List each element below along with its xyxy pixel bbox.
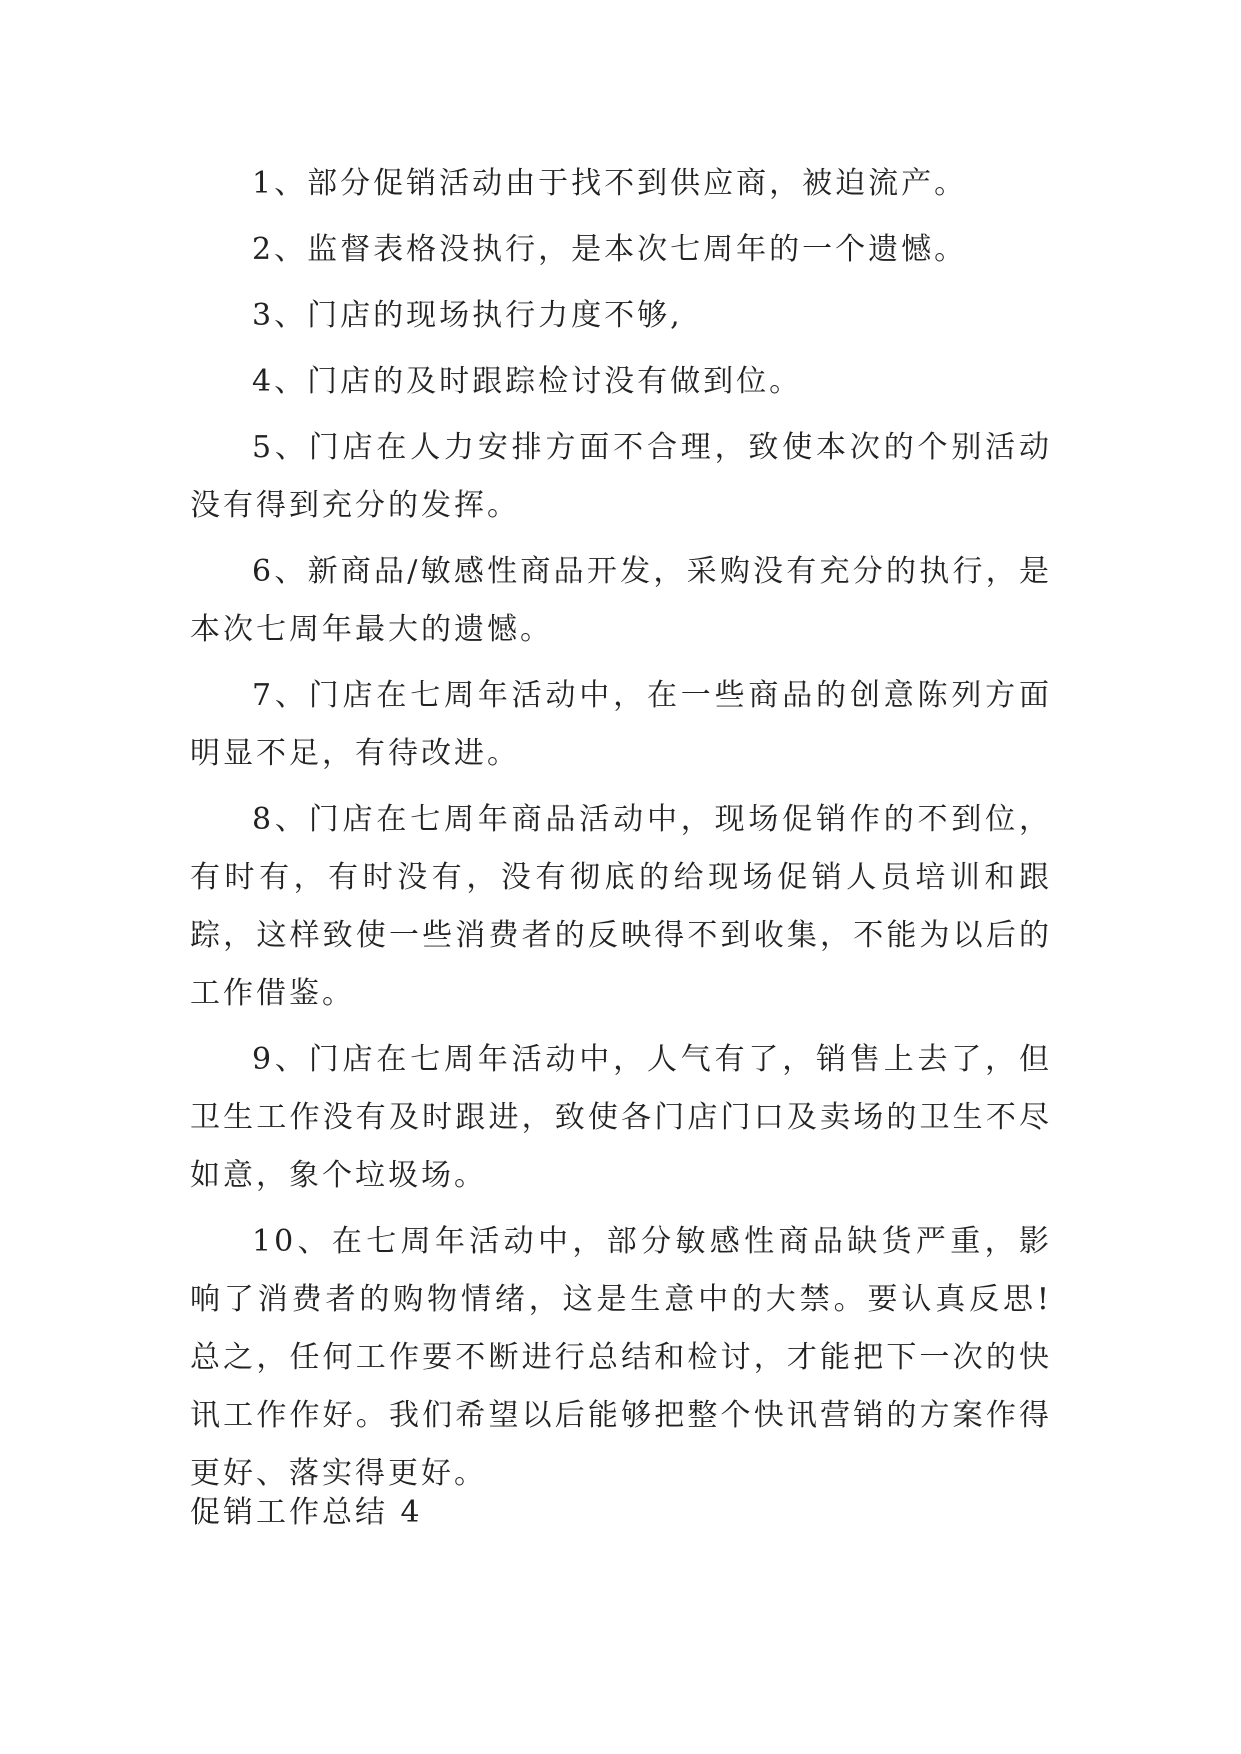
- paragraph-7: 7、门店在七周年活动中，在一些商品的创意陈列方面明显不足，有待改进。: [190, 678, 1052, 771]
- paragraph-4: 4、门店的及时跟踪检讨没有做到位。: [252, 364, 803, 399]
- paragraph-5: 5、门店在人力安排方面不合理，致使本次的个别活动没有得到充分的发挥。: [190, 430, 1052, 523]
- paragraph-1: 1、部分促销活动由于找不到供应商，被迫流产。: [252, 166, 968, 201]
- document-body: [190, 155, 1052, 1511]
- section-heading: 促销工作总结 4: [190, 1495, 423, 1530]
- paragraph-8: 8、门店在七周年商品活动中，现场促销作的不到位，有时有，有时没有，没有彻底的给现场促销人员培训和跟踪，这样致使一些消费者的反映得不到收集，不能为以后的工作借鉴。: [190, 802, 1052, 1011]
- paragraph-2: 2、监督表格没执行，是本次七周年的一个遗憾。: [252, 232, 968, 267]
- paragraph-9: 9、门店在七周年活动中，人气有了，销售上去了，但卫生工作没有及时跟进，致使各门店门口及卖场的卫生不尽如意，象个垃圾场。: [190, 1042, 1052, 1193]
- paragraph-6: 6、新商品/敏感性商品开发，采购没有充分的执行，是本次七周年最大的遗憾。: [190, 554, 1052, 647]
- paragraph-3: 3、门店的现场执行力度不够,: [252, 298, 683, 333]
- paragraph-10: 10、在七周年活动中，部分敏感性商品缺货严重，影响了消费者的购物情绪，这是生意中的大禁。要认真反思!总之，任何工作要不断进行总结和检讨，才能把下一次的快讯工作作好。我们希望以后能够把整个快讯营销的方案作得更好、落实得更好。: [190, 1224, 1052, 1491]
